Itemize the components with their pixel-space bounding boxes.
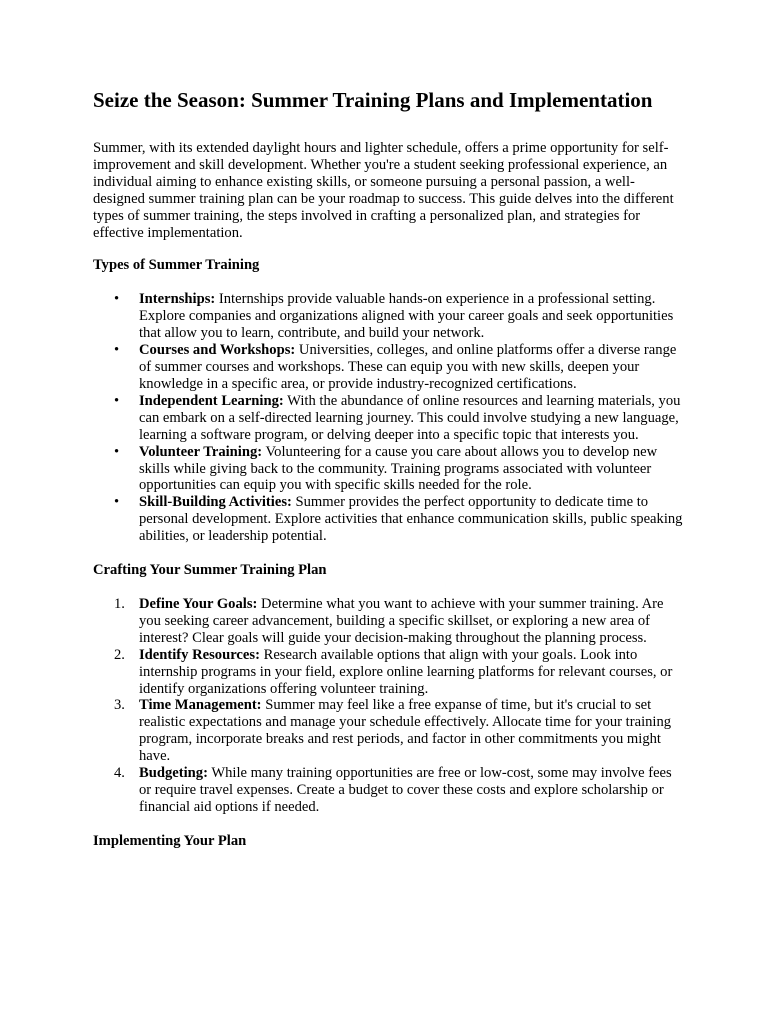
item-term: Define Your Goals: [139,596,258,613]
item-text: Summer may feel like a free expanse of time, but it's crucial to set realistic expectations and manage your schedule effectively. Allocate time for your training program, incorporate breaks and rest periods, and factor in other commitments you might have. [139,697,672,765]
section-heading-crafting: Crafting Your Summer Training Plan [93,562,327,579]
bullet-icon: • [114,494,120,511]
section-heading-types: Types of Summer Training [93,257,260,274]
item-text: With the abundance of online resources and learning materials, you can embark on a self-directed learning journey. This could involve studying a new language, learning a software program, or delving deeper into a specific topic that interests you. [139,392,681,443]
crafting-steps-list [93,596,683,816]
training-types-list [93,291,683,545]
item-text: Internships provide valuable hands-on experience in a professional setting. Explore companies and organizations aligned with your career goals and seek opportunities that allow you to learn, contribute, and build your network. [139,291,674,342]
item-text: Universities, colleges, and online platforms offer a diverse range of summer courses and workshops. These can equip you with new skills, deepen your knowledge in a specific area, or provide industry-recognized certifications. [139,342,677,392]
item-text: Determine what you want to achieve with your summer training. Are you seeking career advancement, building a specific skillset, or exploring a new area of interest? Clear goals will guide your decision-making throughout the planning process. [139,596,664,646]
item-term: Skill-Building Activities: [139,494,292,511]
list-item [93,342,683,393]
intro-paragraph: Summer, with its extended daylight hours and lighter schedule, offers a prime opportunity for self-improvement and skill development. Whether you're a student seeking professional experience, an individual aiming to enhance existing skills, or someone pursuing a personal passion, a well-designed summer training plan can be your roadmap to success. This guide delves into the different types of summer training, the steps involved in crafting a personalized plan, and strategies for effective implementation. [93,140,674,241]
bullet-icon: • [114,342,120,359]
item-text: While many training opportunities are free or low-cost, some may involve fees or require travel expenses. Create a budget to cover these costs and explore scholarship or financial aid options if needed. [139,765,672,815]
bullet-icon: • [114,392,120,409]
item-term: Courses and Workshops: [139,342,296,359]
bullet-icon: • [114,291,120,308]
list-item [93,765,683,816]
document-page [93,88,683,867]
step-number: 2. [114,646,125,663]
item-term: Internships: [139,291,216,308]
list-item [93,647,683,698]
list-item [93,393,683,444]
item-text: Summer provides the perfect opportunity to dedicate time to personal development. Explore activities that enhance communication skills, public speaking abilities, or leadership potential. [139,494,683,545]
list-item [93,494,683,545]
item-term: Volunteer Training: [139,443,263,460]
step-number: 3. [114,697,125,714]
item-term: Time Management: [139,697,262,714]
document-title: Seize the Season: Summer Training Plans and Implementation [93,88,653,112]
list-item [93,697,683,765]
list-item [93,596,683,647]
list-item [93,444,683,495]
item-term: Independent Learning: [139,392,284,409]
item-text: Volunteering for a cause you care about allows you to develop new skills while giving back to the community. Training programs associated with volunteer opportunities can equip you with specific skills needed for the role. [139,443,658,494]
step-number: 1. [114,596,125,613]
bullet-icon: • [114,443,120,460]
item-term: Identify Resources: [139,646,260,663]
item-text: Research available options that align with your goals. Look into internship programs in your field, explore online learning platforms for relevant courses, or identify organizations offering volunteer training. [139,646,673,697]
list-item [93,291,683,342]
step-number: 4. [114,765,125,782]
item-term: Budgeting: [139,765,208,782]
section-heading-implementing: Implementing Your Plan [93,832,247,849]
